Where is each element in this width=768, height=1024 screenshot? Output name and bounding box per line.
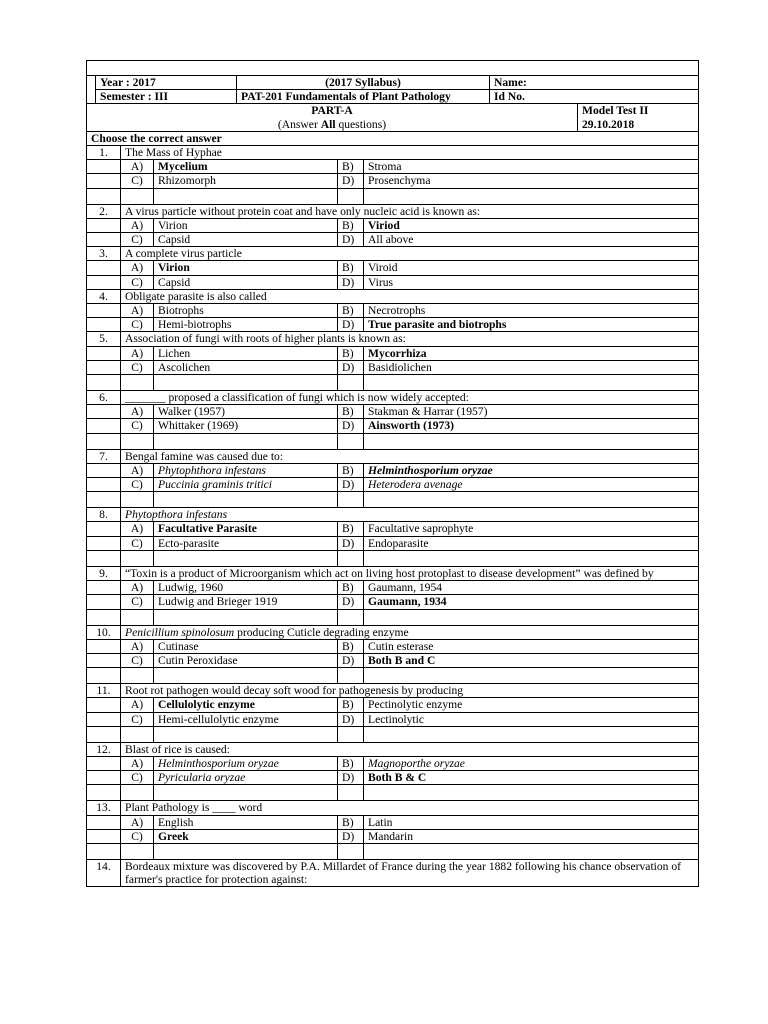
- question-text: [121, 859, 699, 886]
- top-blank-row: [87, 61, 699, 76]
- options-row: [87, 218, 699, 232]
- question-text: [121, 566, 699, 580]
- test-name: Model Test II: [582, 104, 649, 118]
- option-d: All above: [364, 233, 699, 247]
- option-b: Viriod: [364, 218, 699, 232]
- option-letter-d: D): [338, 653, 364, 667]
- option-letter-a: A): [121, 698, 154, 712]
- option-d: Heterodera avenage: [364, 478, 699, 492]
- options-row: [87, 829, 699, 843]
- option-letter-c: C): [121, 360, 154, 374]
- option-letter-c: C): [121, 478, 154, 492]
- option-c: Ecto-parasite: [154, 536, 338, 550]
- question-row: [87, 247, 699, 261]
- option-c: Capsid: [154, 275, 338, 289]
- option-a: Ludwig, 1960: [154, 581, 338, 595]
- question-text-body: _______ proposed a classification of fungi which is now widely accepted:: [125, 391, 469, 405]
- option-a: Facultative Parasite: [154, 522, 338, 536]
- option-letter-d: D): [338, 771, 364, 785]
- option-letter-c: C): [121, 653, 154, 667]
- question-text: [121, 684, 699, 698]
- option-a: Phytophthora infestans: [154, 463, 338, 477]
- option-letter-c: C): [121, 536, 154, 550]
- question-text: [121, 742, 699, 756]
- spacer-row: [87, 668, 699, 684]
- question-text-body: Obligate parasite is also called: [125, 289, 267, 303]
- spacer-row: [87, 188, 699, 204]
- options-row: [87, 463, 699, 477]
- options-row: [87, 160, 699, 174]
- option-letter-d: D): [338, 712, 364, 726]
- option-letter-d: D): [338, 419, 364, 433]
- option-letter-d: D): [338, 174, 364, 188]
- header-table: [86, 60, 699, 104]
- option-letter-a: A): [121, 815, 154, 829]
- question-text-body: Blast of rice is caused:: [125, 742, 230, 756]
- exam-sheet: [86, 60, 698, 957]
- option-letter-b: B): [338, 756, 364, 770]
- option-letter-b: B): [338, 581, 364, 595]
- options-row: [87, 419, 699, 433]
- options-row: [87, 595, 699, 609]
- spacer-row: [87, 785, 699, 801]
- option-letter-c: C): [121, 712, 154, 726]
- option-d: Mandarin: [364, 829, 699, 843]
- option-letter-c: C): [121, 595, 154, 609]
- name-label: Name:: [490, 76, 699, 90]
- option-c: Ascolichen: [154, 360, 338, 374]
- option-a: Virion: [154, 261, 338, 275]
- option-d: Prosenchyma: [364, 174, 699, 188]
- option-letter-b: B): [338, 261, 364, 275]
- option-a: Lichen: [154, 346, 338, 360]
- option-a: Virion: [154, 218, 338, 232]
- option-b: Stakman & Harrar (1957): [364, 405, 699, 419]
- option-letter-d: D): [338, 595, 364, 609]
- option-b: Pectinolytic enzyme: [364, 698, 699, 712]
- question-text-body: The Mass of Hyphae: [125, 146, 222, 160]
- options-row: [87, 275, 699, 289]
- question-text: [121, 801, 699, 815]
- option-b: Stroma: [364, 160, 699, 174]
- option-letter-d: D): [338, 360, 364, 374]
- question-text-body: Association of fungi with roots of higher plants is known as:: [125, 332, 406, 346]
- question-number: 6.: [87, 391, 121, 405]
- option-letter-b: B): [338, 405, 364, 419]
- questions-table: [86, 131, 699, 888]
- question-text-rest: producing Cuticle degrading enzyme: [234, 625, 409, 639]
- option-c: Greek: [154, 829, 338, 843]
- spacer-row: [87, 550, 699, 566]
- question-number: 7.: [87, 449, 121, 463]
- option-c: Hemi-cellulolytic enzyme: [154, 712, 338, 726]
- spacer-row: [87, 492, 699, 508]
- option-b: Mycorrhiza: [364, 346, 699, 360]
- question-number: 13.: [87, 801, 121, 815]
- question-text-body: Bengal famine was caused due to:: [125, 449, 284, 463]
- option-letter-b: B): [338, 304, 364, 318]
- options-row: [87, 522, 699, 536]
- question-row: [87, 508, 699, 522]
- option-d: Endoparasite: [364, 536, 699, 550]
- option-a: Biotrophs: [154, 304, 338, 318]
- option-letter-a: A): [121, 218, 154, 232]
- question-text: [121, 508, 699, 522]
- option-b: Gaumann, 1954: [364, 581, 699, 595]
- option-letter-d: D): [338, 478, 364, 492]
- choose-instruction: Choose the correct answer: [87, 131, 699, 145]
- options-row: [87, 346, 699, 360]
- options-row: [87, 318, 699, 332]
- option-letter-b: B): [338, 160, 364, 174]
- question-text: [121, 289, 699, 303]
- option-a: Mycelium: [154, 160, 338, 174]
- options-row: [87, 478, 699, 492]
- year-label: Year : 2017: [96, 76, 237, 90]
- question-text-body: Plant Pathology is ____ word: [125, 801, 263, 815]
- question-row: [87, 332, 699, 346]
- option-letter-a: A): [121, 581, 154, 595]
- options-row: [87, 581, 699, 595]
- question-number: 9.: [87, 566, 121, 580]
- options-row: [87, 304, 699, 318]
- instruction: (Answer All questions): [277, 117, 387, 131]
- option-d: True parasite and biotrophs: [364, 318, 699, 332]
- question-text: [121, 247, 699, 261]
- question-number: 8.: [87, 508, 121, 522]
- option-a: Walker (1957): [154, 405, 338, 419]
- course-title: PAT-201 Fundamentals of Plant Pathology: [237, 90, 490, 104]
- spacer-row: [87, 843, 699, 859]
- question-number: 14.: [87, 859, 121, 886]
- question-number: 11.: [87, 684, 121, 698]
- question-number: 10.: [87, 625, 121, 639]
- option-letter-a: A): [121, 346, 154, 360]
- option-b: Necrotrophs: [364, 304, 699, 318]
- option-letter-c: C): [121, 829, 154, 843]
- option-c: Capsid: [154, 233, 338, 247]
- options-row: [87, 536, 699, 550]
- question-number: 4.: [87, 289, 121, 303]
- question-row: [87, 859, 699, 886]
- test-date: 29.10.2018: [582, 117, 635, 131]
- question-text: [121, 625, 699, 639]
- option-a: Cellulolytic enzyme: [154, 698, 338, 712]
- question-text: [121, 332, 699, 346]
- option-b: Viroid: [364, 261, 699, 275]
- spacer-row: [87, 726, 699, 742]
- question-text: [121, 391, 699, 405]
- question-text-italic: Penicillium spinolosum: [125, 625, 235, 639]
- options-row: [87, 405, 699, 419]
- option-letter-a: A): [121, 522, 154, 536]
- option-letter-b: B): [338, 463, 364, 477]
- options-row: [87, 174, 699, 188]
- option-d: Both B & C: [364, 771, 699, 785]
- question-number: 3.: [87, 247, 121, 261]
- option-letter-a: A): [121, 261, 154, 275]
- option-letter-a: A): [121, 304, 154, 318]
- question-row: [87, 146, 699, 160]
- part-heading: [87, 104, 578, 131]
- option-b: Latin: [364, 815, 699, 829]
- option-letter-c: C): [121, 419, 154, 433]
- question-row: [87, 449, 699, 463]
- spacer-row: [87, 609, 699, 625]
- option-d: Virus: [364, 275, 699, 289]
- option-a: Helminthosporium oryzae: [154, 756, 338, 770]
- option-c: Pyricularia oryzae: [154, 771, 338, 785]
- options-row: [87, 712, 699, 726]
- options-row: [87, 771, 699, 785]
- options-row: [87, 815, 699, 829]
- option-letter-a: A): [121, 405, 154, 419]
- option-letter-a: A): [121, 639, 154, 653]
- option-letter-a: A): [121, 160, 154, 174]
- part-table: [86, 103, 699, 131]
- option-d: Both B and C: [364, 653, 699, 667]
- options-row: [87, 698, 699, 712]
- question-row: [87, 625, 699, 639]
- option-a: English: [154, 815, 338, 829]
- spacer-row: [87, 433, 699, 449]
- option-c: Hemi-biotrophs: [154, 318, 338, 332]
- option-letter-d: D): [338, 233, 364, 247]
- option-d: Lectinolytic: [364, 712, 699, 726]
- question-text: [121, 204, 699, 218]
- option-c: Whittaker (1969): [154, 419, 338, 433]
- question-text-body: A virus particle without protein coat and have only nucleic acid is known as:: [125, 204, 481, 218]
- option-letter-d: D): [338, 536, 364, 550]
- options-row: [87, 233, 699, 247]
- syllabus-label: (2017 Syllabus): [237, 76, 490, 90]
- option-letter-a: A): [121, 463, 154, 477]
- question-number: 1.: [87, 146, 121, 160]
- option-letter-b: B): [338, 346, 364, 360]
- options-row: [87, 653, 699, 667]
- question-row: [87, 391, 699, 405]
- option-a: Cutinase: [154, 639, 338, 653]
- option-b: Helminthosporium oryzae: [364, 463, 699, 477]
- question-row: [87, 742, 699, 756]
- id-label: Id No.: [490, 90, 699, 104]
- question-text-body: Bordeaux mixture was discovered by P.A. Millardet of France during the year 1882 following his chance observation of farmer's practice for protection against:: [125, 859, 682, 887]
- option-letter-b: B): [338, 815, 364, 829]
- question-text-body: Root rot pathogen would decay soft wood for pathogenesis by producing: [125, 684, 464, 698]
- option-c: Cutin Peroxidase: [154, 653, 338, 667]
- options-row: [87, 360, 699, 374]
- option-letter-d: D): [338, 318, 364, 332]
- option-b: Cutin esterase: [364, 639, 699, 653]
- test-info: [578, 104, 699, 131]
- question-number: 5.: [87, 332, 121, 346]
- part-title: PART-A: [311, 104, 353, 118]
- option-b: Facultative saprophyte: [364, 522, 699, 536]
- option-d: Basidiolichen: [364, 360, 699, 374]
- options-row: [87, 639, 699, 653]
- option-c: Puccinia graminis tritici: [154, 478, 338, 492]
- option-c: Ludwig and Brieger 1919: [154, 595, 338, 609]
- option-letter-d: D): [338, 275, 364, 289]
- option-letter-c: C): [121, 174, 154, 188]
- option-letter-b: B): [338, 698, 364, 712]
- question-row: [87, 801, 699, 815]
- option-letter-c: C): [121, 771, 154, 785]
- option-letter-c: C): [121, 233, 154, 247]
- option-letter-c: C): [121, 318, 154, 332]
- question-text: [121, 146, 699, 160]
- options-row: [87, 756, 699, 770]
- question-text-body: Phytopthora infestans: [125, 508, 228, 522]
- options-row: [87, 261, 699, 275]
- question-row: [87, 204, 699, 218]
- option-letter-b: B): [338, 522, 364, 536]
- option-letter-b: B): [338, 639, 364, 653]
- semester-label: Semester : III: [96, 90, 237, 104]
- question-text-body: A complete virus particle: [125, 247, 242, 261]
- question-number: 2.: [87, 204, 121, 218]
- option-d: Ainsworth (1973): [364, 419, 699, 433]
- question-text-body: “Toxin is a product of Microorganism which act on living host protoplast to disease development” was defined by: [125, 566, 654, 580]
- option-b: Magnoporthe oryzae: [364, 756, 699, 770]
- question-row: [87, 289, 699, 303]
- question-number: 12.: [87, 742, 121, 756]
- option-letter-b: B): [338, 218, 364, 232]
- option-d: Gaumann, 1934: [364, 595, 699, 609]
- option-letter-d: D): [338, 829, 364, 843]
- question-text: [121, 449, 699, 463]
- option-letter-a: A): [121, 756, 154, 770]
- question-row: [87, 566, 699, 580]
- spacer-row: [87, 375, 699, 391]
- option-letter-c: C): [121, 275, 154, 289]
- option-c: Rhizomorph: [154, 174, 338, 188]
- question-row: [87, 684, 699, 698]
